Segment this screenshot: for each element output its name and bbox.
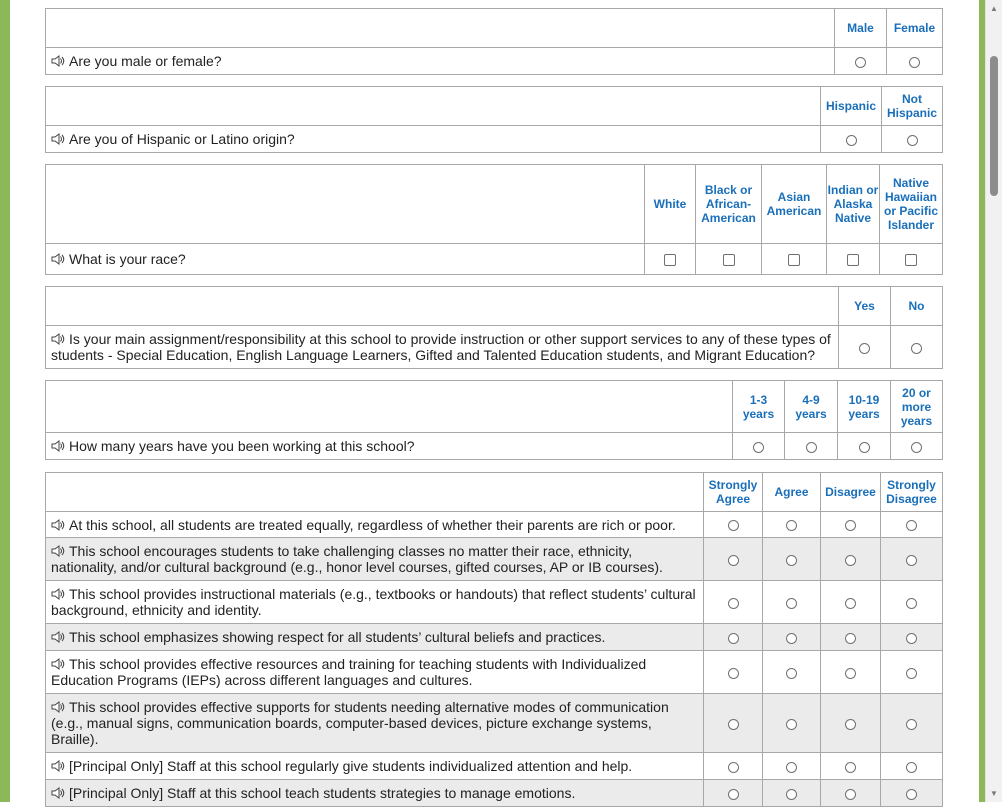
- speaker-icon[interactable]: [51, 657, 65, 669]
- radio-cell: [763, 780, 821, 807]
- radio-agree[interactable]: [786, 555, 797, 566]
- col-header-1-3-years: 1-3 years: [733, 381, 785, 433]
- speaker-icon[interactable]: [51, 132, 65, 144]
- radio-not-hispanic[interactable]: [907, 135, 918, 146]
- speaker-icon[interactable]: [51, 518, 65, 530]
- radio-disagree[interactable]: [845, 789, 856, 800]
- radio-cell: [821, 624, 881, 651]
- statement-row: [46, 512, 704, 538]
- radio-cell: [704, 694, 763, 753]
- statement-text: This school encourages students to take challenging classes no matter their race, ethnicity, nationality, and/or cultural background (e.g., honor level courses, gifted courses, AP or IB courses).: [51, 543, 663, 575]
- gender-question-table: [45, 8, 943, 75]
- assignment-question-table: [45, 286, 943, 369]
- radio-cell: [821, 753, 881, 780]
- col-header-4-9-years: 4-9 years: [785, 381, 838, 433]
- statement-text: [Principal Only] Staff at this school regularly give students individualized attention and help.: [69, 758, 633, 774]
- scroll-thumb[interactable]: [990, 56, 998, 196]
- radio-agree[interactable]: [786, 789, 797, 800]
- radio-cell: [838, 433, 891, 460]
- header-spacer: [46, 87, 821, 126]
- col-header-female: Female: [887, 9, 943, 48]
- radio-agree[interactable]: [786, 598, 797, 609]
- radio-cell: [785, 433, 838, 460]
- radio-disagree[interactable]: [845, 668, 856, 679]
- radio-cell: [704, 581, 763, 624]
- col-header-hawaiian: Native Hawaiian or Pacific Islander: [880, 165, 943, 244]
- radio-agree[interactable]: [786, 633, 797, 644]
- question-row-hispanic: [46, 126, 821, 153]
- radio-cell: [821, 126, 882, 153]
- col-header-20-plus-years: 20 or more years: [891, 381, 943, 433]
- hispanic-question-table: [45, 86, 943, 153]
- radio-male[interactable]: [855, 57, 866, 68]
- statement-row: [46, 581, 704, 624]
- radio-cell: [763, 624, 821, 651]
- radio-cell: [821, 581, 881, 624]
- question-text: Is your main assignment/responsibility at this school to provide instruction or other support services to any of these types of students - Special Education, English Language Learners, Gifted and Talented Education students, and Migrant Education?: [51, 331, 831, 363]
- radio-strongly-disagree[interactable]: [906, 719, 917, 730]
- radio-strongly-agree[interactable]: [728, 520, 739, 531]
- col-header-indian: Indian or Alaska Native: [827, 165, 880, 244]
- question-text: Are you of Hispanic or Latino origin?: [69, 131, 295, 147]
- radio-cell: [763, 753, 821, 780]
- statement-row: [46, 624, 704, 651]
- question-row-years: [46, 433, 733, 460]
- radio-cell: [821, 694, 881, 753]
- radio-strongly-disagree[interactable]: [906, 633, 917, 644]
- scroll-down-arrow-icon[interactable]: ▼: [990, 789, 998, 798]
- statement-row: [46, 538, 704, 581]
- radio-strongly-agree[interactable]: [728, 668, 739, 679]
- col-header-agree: Agree: [763, 473, 821, 512]
- statement-text: This school provides instructional materials (e.g., textbooks or handouts) that reflect students’ cultural background, ethnicity and identity.: [51, 586, 696, 618]
- radio-cell: [891, 433, 943, 460]
- radio-cell: [821, 651, 881, 694]
- radio-cell: [763, 581, 821, 624]
- radio-cell: [821, 538, 881, 581]
- radio-disagree[interactable]: [845, 633, 856, 644]
- col-header-male: Male: [835, 9, 887, 48]
- header-spacer: [46, 381, 733, 433]
- statement-row: [46, 780, 704, 807]
- speaker-icon[interactable]: [51, 439, 65, 451]
- checkbox-cell: [880, 244, 943, 275]
- question-row-assignment: [46, 326, 839, 369]
- radio-cell: [704, 512, 763, 538]
- radio-cell: [891, 326, 943, 369]
- speaker-icon[interactable]: [51, 630, 65, 642]
- radio-disagree[interactable]: [845, 598, 856, 609]
- radio-cell: [763, 512, 821, 538]
- col-header-no: No: [891, 287, 943, 326]
- radio-strongly-agree[interactable]: [728, 555, 739, 566]
- statement-text: This school provides effective supports for students needing alternative modes of communication (e.g., manual signs, communication boards, computer-based devices, picture exchange systems, Braille).: [51, 699, 669, 747]
- radio-cell: [881, 581, 943, 624]
- radio-strongly-agree[interactable]: [728, 598, 739, 609]
- radio-cell: [821, 780, 881, 807]
- radio-1-3-years[interactable]: [753, 442, 764, 453]
- speaker-icon[interactable]: [51, 544, 65, 556]
- radio-hispanic[interactable]: [846, 135, 857, 146]
- radio-agree[interactable]: [786, 668, 797, 679]
- radio-cell: [881, 512, 943, 538]
- radio-10-19-years[interactable]: [859, 442, 870, 453]
- radio-cell: [763, 694, 821, 753]
- radio-strongly-agree[interactable]: [728, 719, 739, 730]
- radio-strongly-disagree[interactable]: [906, 762, 917, 773]
- col-header-strongly-agree: Strongly Agree: [704, 473, 763, 512]
- radio-cell: [763, 538, 821, 581]
- speaker-icon[interactable]: [51, 786, 65, 798]
- question-text: Are you male or female?: [69, 53, 222, 69]
- radio-cell: [839, 326, 891, 369]
- speaker-icon[interactable]: [51, 332, 65, 344]
- col-header-strongly-disagree: Strongly Disagree: [881, 473, 943, 512]
- radio-cell: [835, 48, 887, 75]
- checkbox-cell: [762, 244, 827, 275]
- statement-row: [46, 753, 704, 780]
- race-question-table: [45, 164, 943, 275]
- col-header-disagree: Disagree: [821, 473, 881, 512]
- col-header-not-hispanic: Not Hispanic: [882, 87, 943, 126]
- statement-text: This school emphasizes showing respect for all students’ cultural beliefs and practices.: [69, 629, 606, 645]
- col-header-asian: Asian American: [762, 165, 827, 244]
- radio-strongly-agree[interactable]: [728, 789, 739, 800]
- agreement-matrix-table: [45, 472, 943, 807]
- speaker-icon[interactable]: [51, 252, 65, 264]
- radio-strongly-disagree[interactable]: [906, 668, 917, 679]
- statement-text: This school provides effective resources and training for teaching students with Individualized Education Programs (IEPs) across different languages and cultures.: [51, 656, 647, 688]
- years-question-table: [45, 380, 943, 460]
- header-spacer: [46, 165, 645, 244]
- radio-disagree[interactable]: [845, 719, 856, 730]
- radio-agree[interactable]: [786, 762, 797, 773]
- radio-strongly-disagree[interactable]: [906, 555, 917, 566]
- radio-cell: [881, 753, 943, 780]
- question-text: How many years have you been working at this school?: [69, 438, 415, 454]
- checkbox-indian[interactable]: [847, 254, 859, 266]
- speaker-icon[interactable]: [51, 759, 65, 771]
- col-header-10-19-years: 10-19 years: [838, 381, 891, 433]
- col-header-yes: Yes: [839, 287, 891, 326]
- radio-cell: [887, 48, 943, 75]
- radio-strongly-disagree[interactable]: [906, 789, 917, 800]
- radio-disagree[interactable]: [845, 555, 856, 566]
- radio-strongly-disagree[interactable]: [906, 520, 917, 531]
- radio-cell: [881, 651, 943, 694]
- checkbox-cell: [696, 244, 762, 275]
- radio-cell: [882, 126, 943, 153]
- header-spacer: [46, 473, 704, 512]
- radio-disagree[interactable]: [845, 520, 856, 531]
- col-header-hispanic: Hispanic: [821, 87, 882, 126]
- radio-20-plus-years[interactable]: [911, 442, 922, 453]
- question-row-gender: [46, 48, 835, 75]
- radio-female[interactable]: [909, 57, 920, 68]
- statement-row: [46, 651, 704, 694]
- speaker-icon[interactable]: [51, 700, 65, 712]
- survey-panel: [10, 0, 979, 802]
- radio-cell: [704, 624, 763, 651]
- header-spacer: [46, 9, 835, 48]
- question-row-race: [46, 244, 645, 275]
- checkbox-hawaiian[interactable]: [905, 254, 917, 266]
- statement-text: [Principal Only] Staff at this school teach students strategies to manage emotions.: [69, 785, 576, 801]
- question-text: What is your race?: [69, 251, 186, 267]
- radio-strongly-disagree[interactable]: [906, 598, 917, 609]
- speaker-icon[interactable]: [51, 587, 65, 599]
- radio-agree[interactable]: [786, 520, 797, 531]
- header-spacer: [46, 287, 839, 326]
- radio-cell: [704, 651, 763, 694]
- radio-yes[interactable]: [859, 343, 870, 354]
- radio-strongly-agree[interactable]: [728, 633, 739, 644]
- radio-strongly-agree[interactable]: [728, 762, 739, 773]
- radio-cell: [763, 651, 821, 694]
- checkbox-asian[interactable]: [788, 254, 800, 266]
- checkbox-white[interactable]: [664, 254, 676, 266]
- checkbox-black[interactable]: [723, 254, 735, 266]
- radio-cell: [704, 780, 763, 807]
- statement-text: At this school, all students are treated equally, regardless of whether their parents are rich or poor.: [69, 516, 676, 533]
- statement-row: [46, 694, 704, 753]
- checkbox-cell: [645, 244, 696, 275]
- col-header-black: Black or African-American: [696, 165, 762, 244]
- scroll-up-arrow-icon[interactable]: ▲: [990, 4, 998, 13]
- radio-cell: [704, 753, 763, 780]
- radio-cell: [733, 433, 785, 460]
- left-frame-border: [0, 0, 10, 802]
- radio-disagree[interactable]: [845, 762, 856, 773]
- radio-cell: [881, 694, 943, 753]
- speaker-icon[interactable]: [51, 54, 65, 66]
- radio-cell: [704, 538, 763, 581]
- vertical-scrollbar[interactable]: [985, 0, 1002, 802]
- radio-no[interactable]: [911, 343, 922, 354]
- radio-cell: [821, 512, 881, 538]
- radio-4-9-years[interactable]: [806, 442, 817, 453]
- radio-agree[interactable]: [786, 719, 797, 730]
- col-header-white: White: [645, 165, 696, 244]
- radio-cell: [881, 780, 943, 807]
- checkbox-cell: [827, 244, 880, 275]
- radio-cell: [881, 624, 943, 651]
- radio-cell: [881, 538, 943, 581]
